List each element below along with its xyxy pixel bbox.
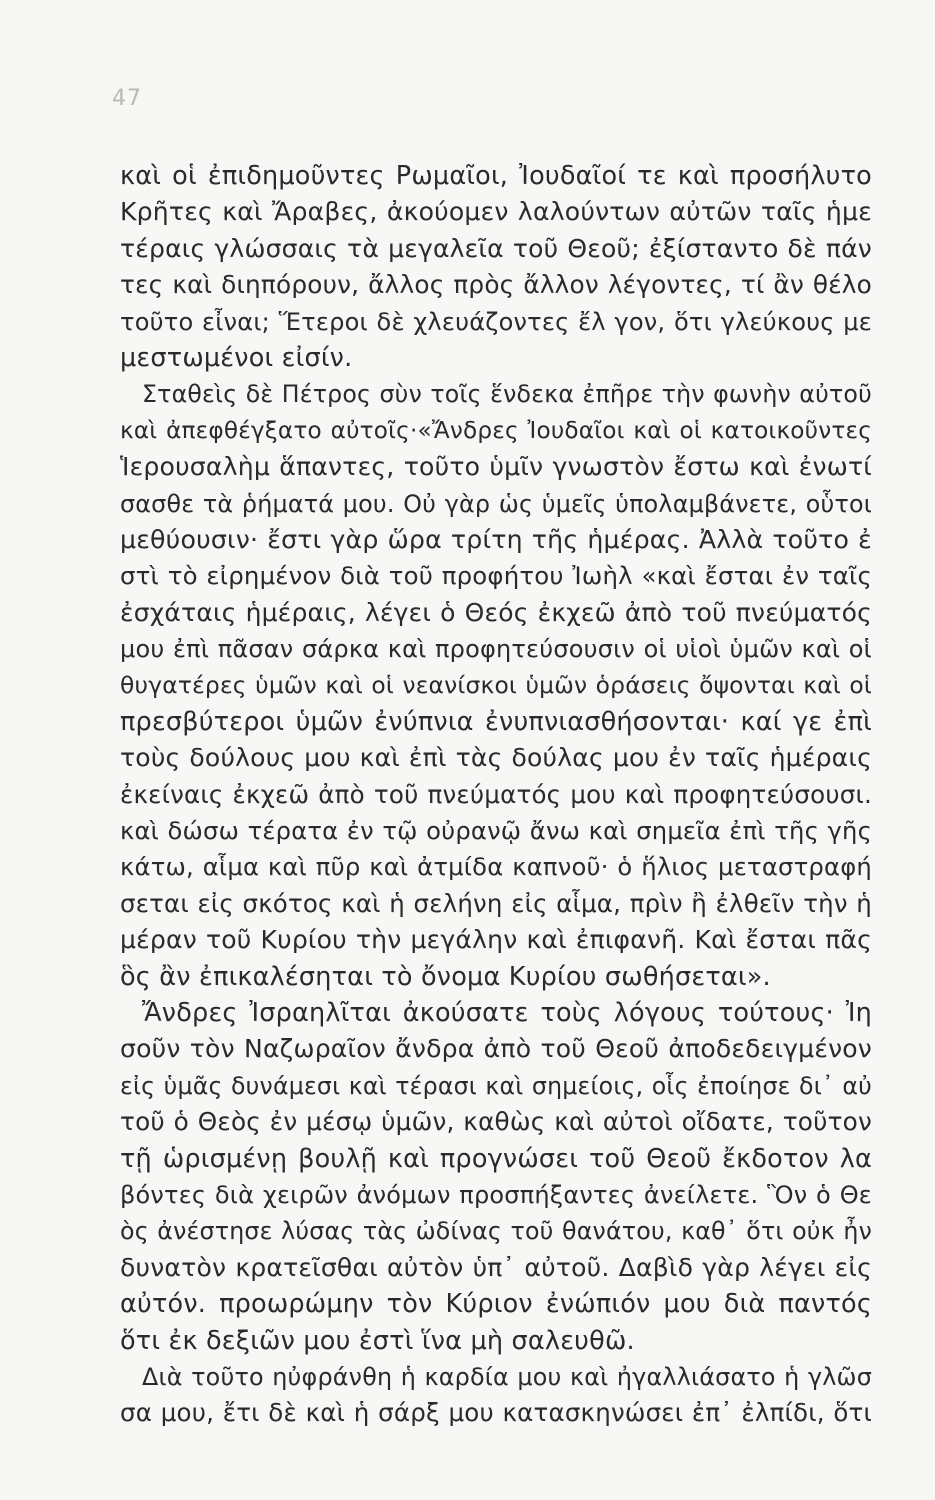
- text-line: ὸς ἀνέστησε λύσας τὰς ὠδίνας τοῦ θανάτου, καθ᾽ ὅτι οὐκ ἦν: [120, 1217, 872, 1246]
- text-line: δυνατὸν κρατεῖσθαι αὐτὸν ὑπ᾽ αὐτοῦ. Δαβὶδ γὰρ λέγει εἰς: [120, 1252, 872, 1282]
- text-line: καὶ ἀπεφθέγξατο αὐτοῖς·«Ἄνδρες Ἰουδαῖοι καὶ οἱ κατοικοῦντες: [120, 417, 872, 444]
- text-line: εἰς ὑμᾶς δυνάμεσι καὶ τέρασι καὶ σημείοις, οἷς ἐποίησε δι᾽ αὐ: [120, 1071, 872, 1100]
- text-line: καὶ οἱ ἐπιδημοῦντες Ρωμαῖοι, Ἰουδαῖοί τε καὶ προσήλυτο: [120, 161, 872, 191]
- text-line: σα μου, ἔτι δὲ καὶ ἡ σάρξ μου κατασκηνώσει ἐπ᾽ ἐλπίδι, ὅτι: [120, 1398, 872, 1428]
- text-line: Ἱερουσαλὴμ ἅπαντες, τοῦτο ὑμῖν γνωστὸν ἔστω καὶ ἐνωτί: [120, 452, 872, 482]
- text-line: ἐκείναις ἐκχεῶ ἀπὸ τοῦ πνεύματός μου καὶ προφητεύσουσι.: [120, 779, 872, 809]
- text-line: μεστωμένοι εἰσίν.: [120, 342, 353, 373]
- text-line: μου ἐπὶ πᾶσαν σάρκα καὶ προφητεύσουσιν οἱ υἱοὶ ὑμῶν καὶ οἱ: [120, 635, 872, 664]
- text-line: Ἄνδρες Ἰσραηλῖται ἀκούσατε τοὺς λόγους τούτους· Ἰη: [142, 997, 872, 1028]
- text-line: αὐτόν. προωρώμην τὸν Κύριον ἐνώπιόν μου διὰ παντός: [120, 1289, 872, 1320]
- text-line: τοὺς δούλους μου καὶ ἐπὶ τὰς δούλας μου ἐν ταῖς ἡμέραις: [120, 743, 872, 773]
- text-line: μεθύουσιν· ἔστι γὰρ ὥρα τρίτη τῆς ἡμέρας. Ἀλλὰ τοῦτο ἐ: [120, 524, 872, 554]
- text-line: μέραν τοῦ Κυρίου τὴν μεγάλην καὶ ἐπιφανῆ. Καὶ ἔσται πᾶς: [120, 925, 872, 955]
- text-line: σασθε τὰ ῥήματά μου. Οὐ γὰρ ὡς ὑμεῖς ὑπολαμβάνετε, οὗτοι: [120, 489, 872, 518]
- text-line: στὶ τὸ εἰρημένον διὰ τοῦ προφήτου Ἰωὴλ «καὶ ἔσται ἐν ταῖς: [120, 561, 872, 591]
- text-line: ἐσχάταις ἡμέραις, λέγει ὁ Θεός ἐκχεῶ ἀπὸ τοῦ πνεύματός: [120, 597, 872, 627]
- text-line: τες καὶ διηπόρουν, ἄλλος πρὸς ἄλλον λέγοντες, τί ἂν θέλο: [120, 270, 872, 300]
- text-line: σοῦν τὸν Ναζωραῖον ἄνδρα ἀπὸ τοῦ Θεοῦ ἀποδεδειγμένον: [120, 1034, 872, 1064]
- text-line: Κρῆτες καὶ Ἄραβες, ἀκούομεν λαλούντων αὐτῶν ταῖς ἡμε: [120, 197, 872, 227]
- text-line: κάτω, αἷμα καὶ πῦρ καὶ ἀτμίδα καπνοῦ· ὁ ἥλιος μεταστραφή: [120, 852, 872, 882]
- text-line: θυγατέρες ὑμῶν καὶ οἱ νεανίσκοι ὑμῶν ὁράσεις ὄψονται καὶ οἱ: [120, 671, 872, 700]
- text-line: καὶ δώσω τέρατα ἐν τῷ οὐρανῷ ἄνω καὶ σημεῖα ἐπὶ τῆς γῆς: [120, 817, 872, 846]
- text-line: ὅτι ἐκ δεξιῶν μου ἐστὶ ἵνα μὴ σαλευθῶ.: [120, 1325, 635, 1356]
- text-line: σεται εἰς σκότος καὶ ἡ σελήνη εἰς αἷμα, πρὶν ἢ ἐλθεῖν τὴν ἡ: [120, 888, 872, 918]
- text-line: ὃς ἂν ἐπικαλέσηται τὸ ὄνομα Κυρίου σωθήσεται».: [120, 961, 771, 992]
- text-line: Σταθεὶς δὲ Πέτρος σὺν τοῖς ἕνδεκα ἐπῆρε τὴν φωνὴν αὐτοῦ: [142, 380, 872, 409]
- text-line: πρεσβύτεροι ὑμῶν ἐνύπνια ἐνυπνιασθήσονται· καί γε ἐπὶ: [120, 706, 872, 737]
- text-line: τέραις γλώσσαις τὰ μεγαλεῖα τοῦ Θεοῦ; ἐξίσταντο δὲ πάν: [120, 233, 872, 263]
- page-number: 47: [112, 86, 142, 111]
- text-line: τῇ ὡρισμένῃ βουλῇ καὶ προγνώσει τοῦ Θεοῦ ἔκδοτον λα: [120, 1143, 872, 1174]
- body-text: [120, 158, 872, 1432]
- text-line: τοῦτο εἶναι; Ἕτεροι δὲ χλευάζοντες ἔλ γον, ὅτι γλεύκους με: [120, 307, 872, 336]
- text-line: τοῦ ὁ Θεὸς ἐν μέσῳ ὑμῶν, καθὼς καὶ αὐτοὶ οἴδατε, τοῦτον: [120, 1107, 872, 1137]
- text-line: βόντες διὰ χειρῶν ἀνόμων προσπήξαντες ἀνείλετε. Ὃν ὁ Θε: [120, 1180, 872, 1209]
- text-line: Διὰ τοῦτο ηὐφράνθη ἡ καρδία μου καὶ ἠγαλλιάσατο ἡ γλῶσ: [142, 1362, 872, 1391]
